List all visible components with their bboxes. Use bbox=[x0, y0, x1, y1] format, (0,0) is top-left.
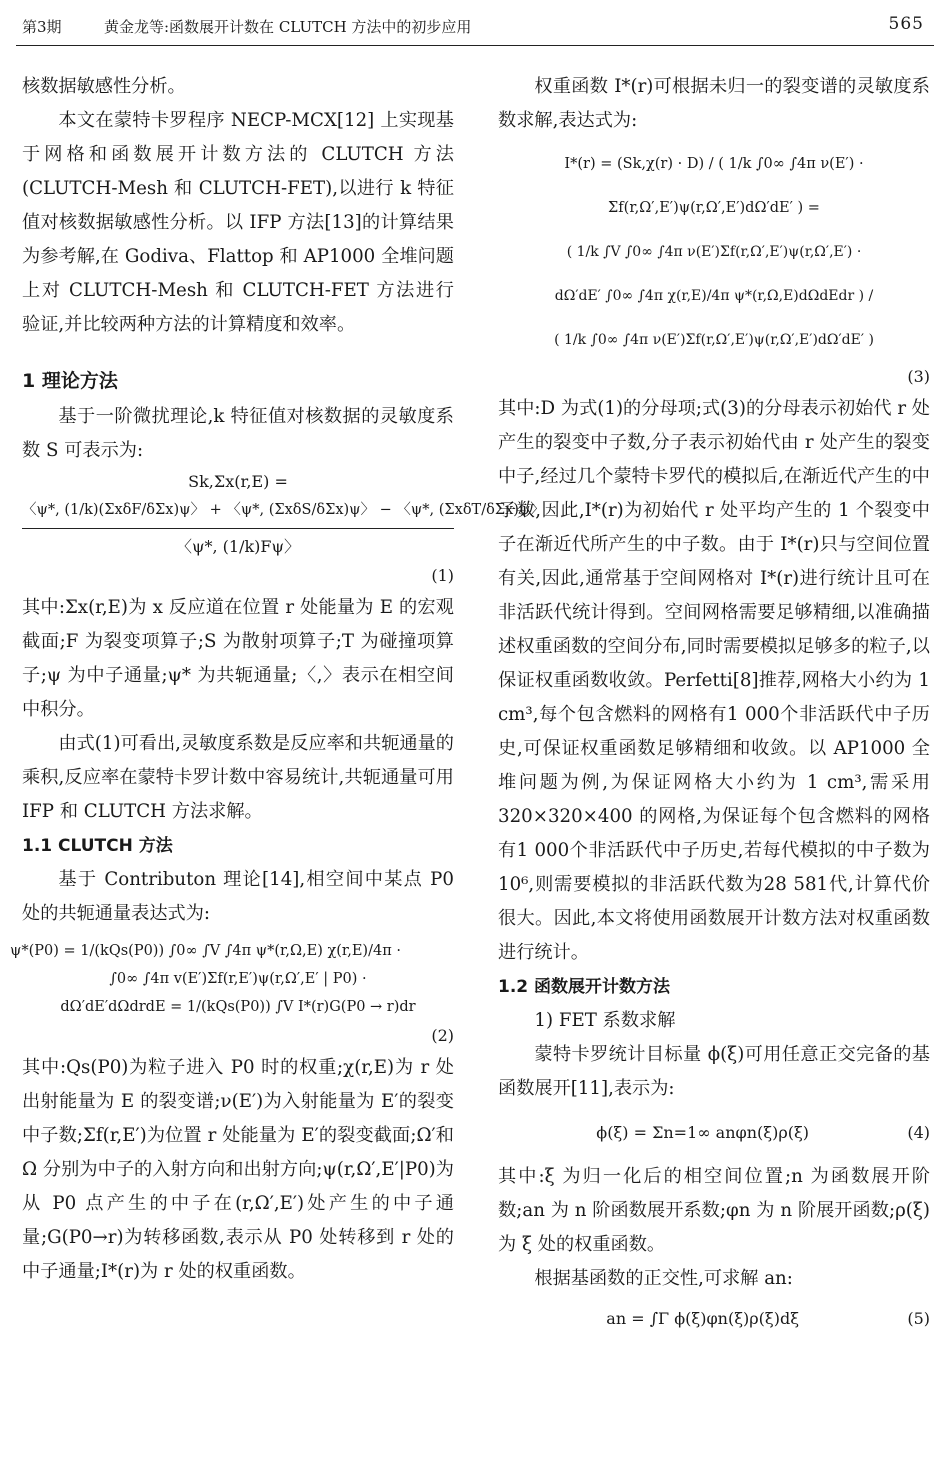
sub-heading: 1) FET 系数求解 bbox=[534, 1010, 676, 1031]
paragraph: 根据基函数的正交性,可求解 an: bbox=[534, 1268, 793, 1289]
equation-2 bbox=[10, 937, 454, 1051]
page-number: 565 bbox=[888, 14, 924, 34]
paragraph: 基于一阶微扰理论,k 特征值对核数据的灵敏度系数 S 可表示为: bbox=[22, 406, 454, 461]
equation-3-line-2: Σf(r,Ω′,E′)ψ(r,Ω′,E′)dΩ′dE′ ) = bbox=[608, 200, 820, 216]
equation-3 bbox=[498, 142, 930, 392]
equation-4-number: (4) bbox=[907, 1123, 930, 1142]
equation-4 bbox=[498, 1106, 930, 1160]
paragraph: 本文在蒙特卡罗程序 NECP-MCX[12] 上实现基于网格和函数展开计数方法的 CLUTCH 方法(CLUTCH-Mesh 和 CLUTCH-FET),以进行 k 特征值对核数据敏感性分析。以 IFP 方法[13]的计算结果为参考解,在 Godiva、Flattop 和 AP1000 全堆问题上对 CLUTCH-Mesh 和 CLUTCH-FET 方法进行验证,并比较两种方法的计算精度和效率。 bbox=[22, 110, 454, 335]
equation-3-line-3: ( 1/k ∫V ∫0∞ ∫4π ν(E′)Σf(r,Ω′,E′)ψ(r,Ω′,E′) · bbox=[566, 244, 862, 260]
paragraph: 蒙特卡罗统计目标量 ϕ(ξ)可用任意正交完备的基函数展开[11],表示为: bbox=[498, 1044, 930, 1099]
equation-2-line-2: ∫0∞ ∫4π v(E′)Σf(r,E′)ψ(r,Ω′,E′ | P0) · bbox=[109, 971, 367, 987]
equation-3-line-5: ( 1/k ∫0∞ ∫4π ν(E′)Σf(r,Ω′,E′)ψ(r,Ω′,E′)dΩ′dE′ ) bbox=[554, 332, 874, 348]
equation-5 bbox=[498, 1296, 930, 1342]
right-column bbox=[498, 70, 930, 1342]
equation-1-number: (1) bbox=[431, 566, 454, 585]
equation-2-number: (2) bbox=[431, 1026, 454, 1045]
left-column bbox=[10, 70, 545, 1289]
section-heading: 1 理论方法 bbox=[22, 370, 118, 392]
equation-4-body: ϕ(ξ) = Σn=1∞ anφn(ξ)ρ(ξ) bbox=[596, 1123, 810, 1142]
equation-3-line-4: dΩ′dE′ ∫0∞ ∫4π χ(r,E)/4π ψ*(r,Ω,E)dΩdEdr ) / bbox=[554, 288, 874, 304]
paragraph: 其中:D 为式(1)的分母项;式(3)的分母表示初始代 r 处产生的裂变中子数,分子表示初始代由 r 处产生的裂变中子,经过几个蒙特卡罗代的模拟后,在渐近代产生的中子数,因此,I*(r)为初始代 r 处平均产生的 1 个裂变中子在渐近代所产生的中子数。由于 I*(r)只与空间位置有关,因此,通常基于空间网格对 I*(r)进行统计且可在非活跃代统计得到。空间网格需要足够精细,以准确描述权重函数的空间分布,同时需要模拟足够多的粒子,以保证权重函数收敛。Perfetti[8]推荐,网格大小约为 1 cm³,每个包含燃料的网格有1 000个非活跃代中子历史,可保证权重函数足够精细和收敛。以 AP1000 全堆问题为例,为保证网格大小约为 1 cm³,需采用 320×320×400 的网格,为保证每个包含燃料的网格有1 000个非活跃代中子历史,若每代模拟的中子数为 10⁶,则需要模拟的非活跃代数为28 581代,计算代价很大。因此,本文将使用函数展开计数方法对权重函数进行统计。 bbox=[498, 398, 930, 963]
paragraph: 基于 Contributon 理论[14],相空间中某点 P0 处的共轭通量表达式为: bbox=[22, 869, 454, 924]
equation-3-number: (3) bbox=[907, 367, 930, 386]
issue-label: 第3期 bbox=[22, 18, 62, 36]
equation-3-line-1: I*(r) = (Sk,χ(r) · D) / ( 1/k ∫0∞ ∫4π ν(E′) · bbox=[564, 156, 864, 172]
paragraph: 核数据敏感性分析。 bbox=[22, 76, 186, 97]
subsection-heading: 1.1 CLUTCH 方法 bbox=[22, 836, 173, 856]
equation-5-number: (5) bbox=[907, 1309, 930, 1328]
page-header bbox=[22, 12, 930, 42]
equation-5-body: an = ∫Γ ϕ(ξ)φn(ξ)ρ(ξ)dξ bbox=[606, 1309, 800, 1328]
equation-2-line-1: ψ*(P0) = 1/(kQs(P0)) ∫0∞ ∫V ∫4π ψ*(r,Ω,E) χ(r,E)/4π · bbox=[10, 943, 401, 959]
header-rule bbox=[16, 45, 934, 46]
equation-1 bbox=[22, 468, 545, 591]
paragraph: 其中:ξ 为归一化后的相空间位置;n 为函数展开阶数;an 为 n 阶函数展开系数;φn 为 n 阶展开函数;ρ(ξ)为 ξ 处的权重函数。 bbox=[498, 1166, 930, 1255]
paragraph: 由式(1)可看出,灵敏度系数是反应率和共轭通量的乘积,反应率在蒙特卡罗计数中容易统计,共轭通量可用 IFP 和 CLUTCH 方法求解。 bbox=[22, 733, 454, 822]
equation-1-denominator: 〈ψ*, (1/k)Fψ〉 bbox=[175, 537, 301, 556]
paragraph: 权重函数 I*(r)可根据未归一的裂变谱的灵敏度系数求解,表达式为: bbox=[498, 76, 930, 131]
fraction-line bbox=[22, 528, 454, 529]
running-title: 黄金龙等:函数展开计数在 CLUTCH 方法中的初步应用 bbox=[104, 18, 472, 36]
equation-1-numerator: 〈ψ*, (1/k)(ΣxδF/δΣx)ψ〉 + 〈ψ*, (ΣxδS/δΣx)ψ〉 − 〈ψ*, (ΣxδT/δΣx)ψ〉 bbox=[22, 502, 545, 518]
equation-2-line-3: dΩ′dE′dΩdrdE = 1/(kQs(P0)) ∫V I*(r)G(P0 → r)dr bbox=[60, 999, 416, 1015]
paragraph: 其中:Qs(P0)为粒子进入 P0 时的权重;χ(r,E)为 r 处出射能量为 E 的裂变谱;ν(E′)为入射能量为 E′的裂变中子数;Σf(r,E′)为位置 r 处能量为 E′的裂变截面;Ω′和 Ω 分别为中子的入射方向和出射方向;ψ(r,Ω′,E′|P0)为从 P0 点产生的中子在(r,Ω′,E′)处产生的中子通量;G(P0→r)为转移函数,表示从 P0 处转移到 r 处的中子通量;I*(r)为 r 处的权重函数。 bbox=[22, 1057, 454, 1282]
subsection-heading: 1.2 函数展开计数方法 bbox=[498, 977, 671, 997]
paragraph: 其中:Σx(r,E)为 x 反应道在位置 r 处能量为 E 的宏观截面;F 为裂变项算子;S 为散射项算子;T 为碰撞项算子;ψ 为中子通量;ψ* 为共轭通量;〈,〉表示在相空间中积分。 bbox=[22, 597, 454, 720]
equation-1-lhs: Sk,Σx(r,E) = bbox=[188, 472, 288, 491]
